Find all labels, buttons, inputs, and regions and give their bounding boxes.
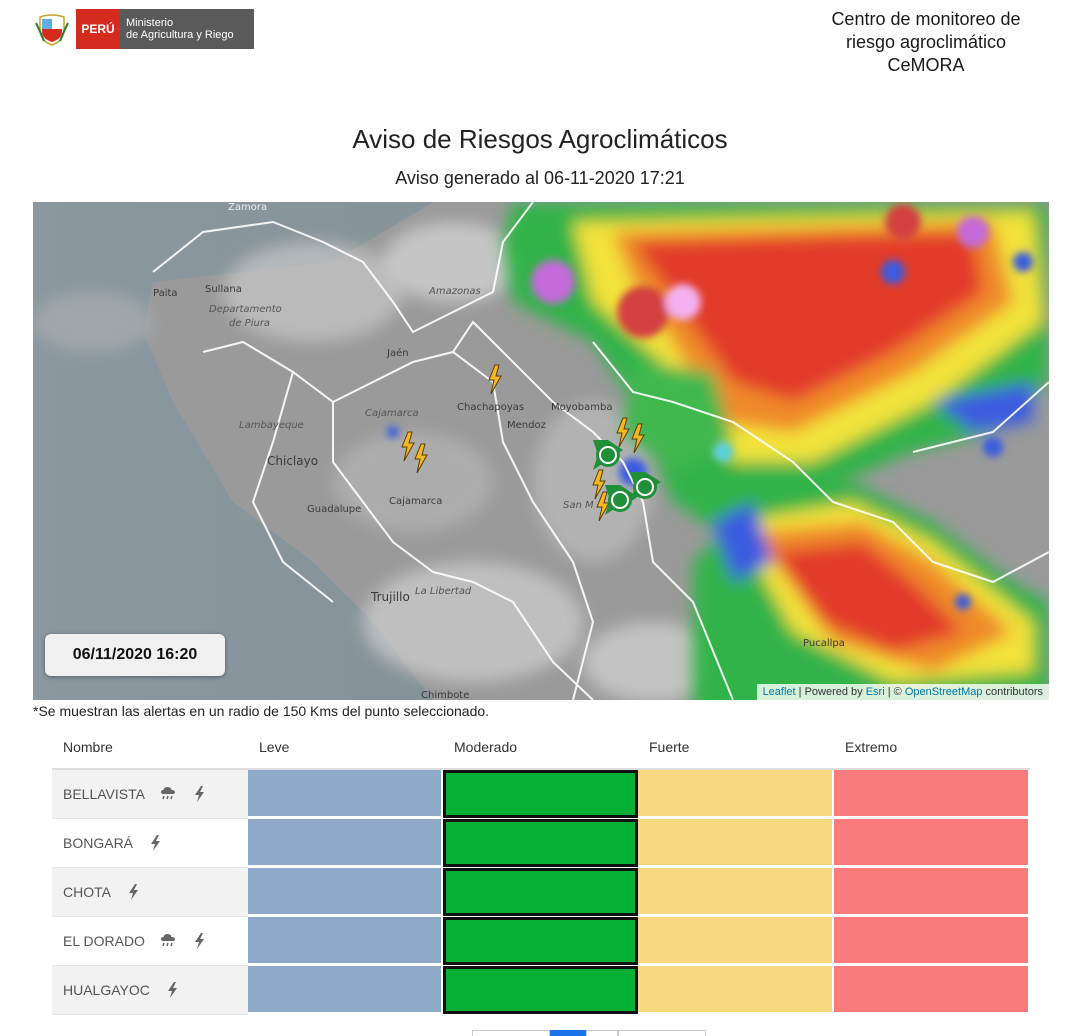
map-attribution: Leaflet | Powered by Esri | © OpenStreetMap contributors [757,684,1049,700]
cell-moderado [443,966,638,1014]
rain-icon [159,932,177,950]
cell-moderado [443,868,638,916]
map-label-mendoza: Mendoz [507,420,546,431]
map-label-la-libertad: La Libertad [415,586,472,597]
map-label-cajamarca-dep: Cajamarca [365,408,419,419]
map-label-piura-1: Departamento [209,304,282,315]
ministry-logo[interactable] [34,8,254,50]
lightning-icon [191,785,209,803]
cell-leve [248,868,443,916]
header-moderado[interactable]: Moderado [454,739,518,755]
row-name-cell[interactable] [52,819,248,868]
cell-extremo [834,966,1030,1014]
cell-fuerte [638,868,834,916]
row-name-cell[interactable] [52,770,248,819]
lightning-icon [191,932,209,950]
row-name-cell[interactable] [52,868,248,917]
map-label-chiclayo: Chiclayo [267,454,319,468]
page-subtitle: Aviso generado al 06-11-2020 17:21 [395,168,685,188]
cell-extremo [834,868,1030,916]
table-row[interactable] [52,966,1030,1015]
pagination-page[interactable] [586,1030,618,1036]
alerts-table [52,726,1030,1015]
pagination-next[interactable] [618,1030,706,1036]
map-label-paita: Paita [153,288,178,299]
radar-map[interactable] [33,202,1049,700]
cell-moderado [443,770,638,818]
map-label-chimbote: Chimbote [421,690,470,700]
cell-moderado [443,819,638,867]
lightning-icon [147,834,165,852]
table-row[interactable] [52,917,1030,966]
header-nombre[interactable]: Nombre [63,739,113,755]
logo-peru-text: PERÚ [76,9,120,49]
cell-fuerte [638,966,834,1014]
pagination-prev[interactable] [472,1030,550,1036]
row-name: CHOTA [63,884,111,900]
leaflet-link[interactable]: Leaflet [762,686,796,698]
row-name: BONGARÁ [63,835,134,851]
map-label-chachapoyas: Chachapoyas [457,402,525,413]
pagination-current[interactable] [550,1030,586,1036]
cell-extremo [834,917,1030,965]
radar-timestamp: 06/11/2020 16:20 [45,634,225,676]
lightning-icon [125,883,143,901]
map-label-guadalupe: Guadalupe [307,504,362,515]
page-title: Aviso de Riesgos Agroclimáticos [352,124,728,154]
map-label-san-martin: San M [563,500,594,511]
row-name-cell[interactable] [52,917,248,966]
header-fuerte[interactable]: Fuerte [649,739,690,755]
cell-leve [248,819,443,867]
map-label-piura-2: de Piura [229,318,271,329]
cell-leve [248,770,443,818]
table-header [52,726,1030,770]
rain-icon [159,785,177,803]
map-label-zamora: Zamora [228,202,268,213]
logo-ministry-text: Ministerio de Agricultura y Riego [120,9,254,49]
map-label-cajamarca: Cajamarca [389,496,443,507]
cell-extremo [834,819,1030,867]
header-leve[interactable]: Leve [259,739,290,755]
map-label-jaen: Jaén [387,348,409,359]
cell-leve [248,917,443,965]
cell-fuerte [638,819,834,867]
row-name: HUALGAYOC [63,982,150,998]
map-label-trujillo: Trujillo [371,590,410,604]
lightning-icon [164,981,182,999]
cell-leve [248,966,443,1014]
cell-extremo [834,770,1030,818]
radius-note: *Se muestran las alertas en un radio de 150 Kms del punto seleccionado. [33,703,490,719]
row-name: EL DORADO [63,933,145,949]
osm-link[interactable]: OpenStreetMap [904,686,983,698]
map-layer [33,202,1049,700]
table-row[interactable] [52,868,1030,917]
row-name-cell[interactable] [52,966,248,1015]
map-label-amazonas: Amazonas [429,286,481,297]
cell-fuerte [638,917,834,965]
coat-of-arms-icon [34,11,70,47]
map-label-lambayeque: Lambayeque [239,420,304,431]
cell-moderado [443,917,638,965]
header-extremo[interactable]: Extremo [845,739,898,755]
esri-link[interactable]: Esri [865,686,885,698]
map-label-sullana: Sullana [205,284,242,295]
table-row[interactable] [52,819,1030,868]
map-label-moyobamba: Moyobamba [551,402,613,413]
map-label-pucallpa: Pucallpa [803,638,845,649]
centro-title: Centro de monitoreo de riesgo agroclimático CeMORA [831,9,1021,75]
table-row[interactable] [52,770,1030,819]
row-name: BELLAVISTA [63,786,145,802]
table-body [52,770,1030,1015]
pagination[interactable] [472,1030,706,1036]
cell-fuerte [638,770,834,818]
